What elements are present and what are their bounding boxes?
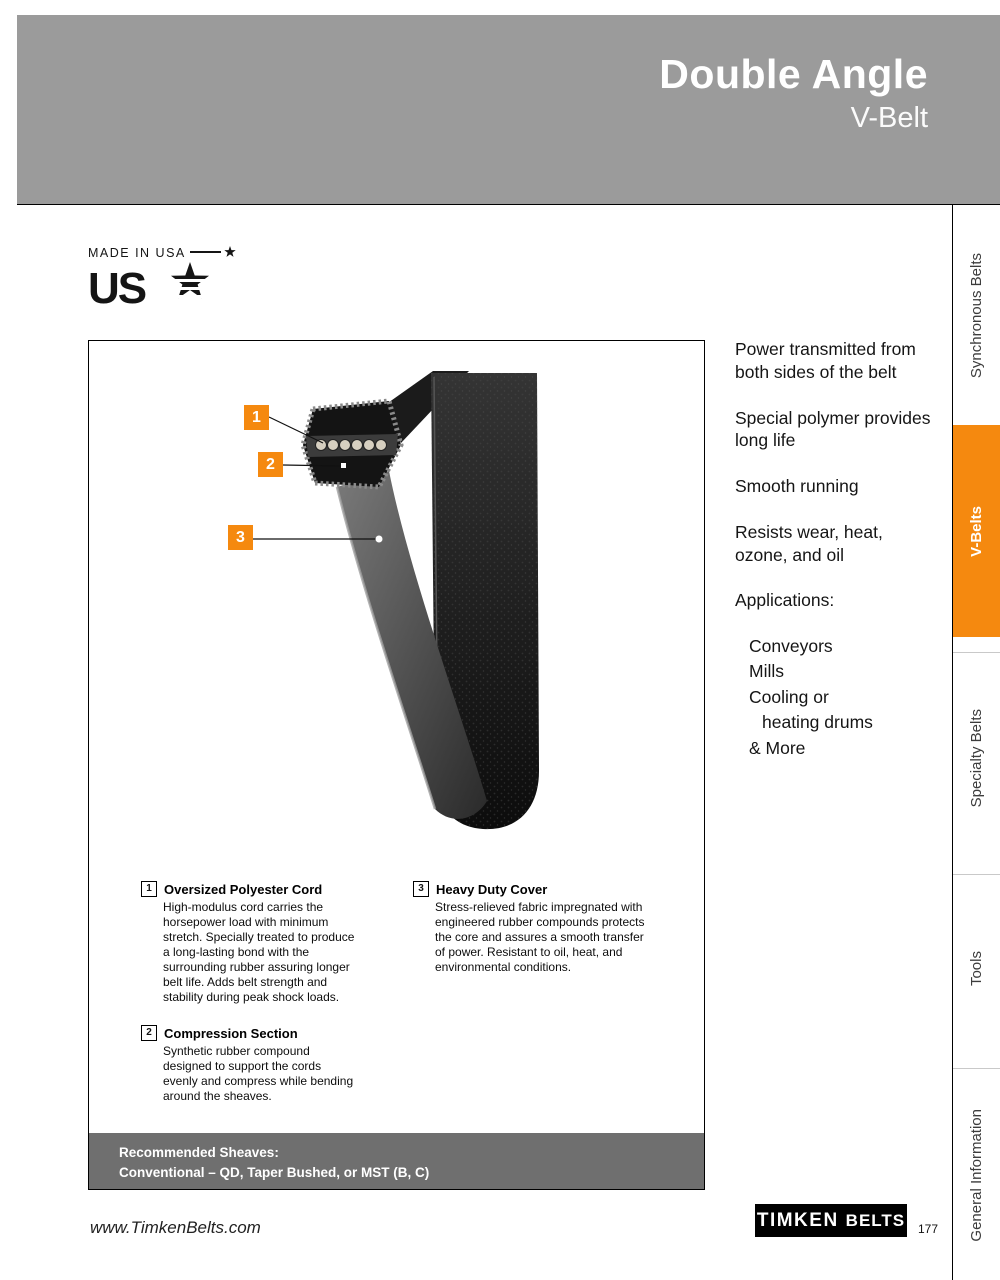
- callout-2-target: [341, 463, 346, 468]
- page-title: Double Angle: [659, 51, 928, 97]
- feature-item: Special polymer provides long life: [735, 407, 931, 451]
- application-item: heating drums: [762, 712, 873, 733]
- sidebar-tab-general-information[interactable]: [953, 1068, 1000, 1280]
- website-link[interactable]: www.TimkenBelts.com: [90, 1218, 261, 1237]
- callout-title: Oversized Polyester Cord: [164, 882, 323, 897]
- callout-description-3: [413, 881, 645, 975]
- application-item: & More: [749, 737, 806, 758]
- callout-body: Stress-relieved fabric impregnated with engineered rubber compounds protects the core and assures a smooth transfer of power. Resistant to oil, heat, and environmental conditions.: [435, 900, 645, 974]
- brand-secondary: BELTS: [845, 1210, 906, 1230]
- callout-3-target: [376, 536, 383, 543]
- applications-title: Applications:: [735, 590, 835, 611]
- applications-list: [735, 635, 933, 759]
- callout-number-badge: 1: [141, 881, 157, 897]
- recommended-sheaves-bar: [89, 1133, 704, 1189]
- recommended-sheaves-title: Recommended Sheaves:: [119, 1145, 279, 1160]
- belt-photo: [101, 351, 701, 851]
- recommended-sheaves-detail: Conventional – QD, Taper Bushed, or MST (B, C): [119, 1164, 430, 1180]
- feature-item: Power transmitted from both sides of the belt: [735, 339, 916, 382]
- callout-marker-1: 1: [244, 405, 269, 430]
- sidebar-tab-synchronous-belts[interactable]: [953, 207, 1000, 425]
- belt-cross-section: [303, 401, 401, 487]
- sidebar-tab-label: Synchronous Belts: [968, 253, 985, 379]
- sidebar-tab-specialty-belts[interactable]: [953, 652, 1000, 863]
- feature-item: Smooth running: [735, 476, 859, 496]
- application-item: Mills: [749, 661, 784, 682]
- page-subtitle: V-Belt: [850, 102, 928, 134]
- callout-title: Heavy Duty Cover: [436, 882, 548, 897]
- feature-list: [735, 338, 933, 762]
- sidebar-tab-label: Specialty Belts: [968, 708, 985, 808]
- application-item: Conveyors: [749, 636, 833, 656]
- callout-number-badge: 2: [141, 1025, 157, 1041]
- sidebar-tab-tools[interactable]: [953, 874, 1000, 1063]
- page-header: [17, 15, 1000, 205]
- sidebar-tab-v-belts[interactable]: [953, 425, 1000, 637]
- sidebar: [953, 206, 1000, 1280]
- callout-body: Synthetic rubber compound designed to support the cords evenly and compress while bending around the sheaves.: [163, 1044, 354, 1103]
- callout-description-2: [141, 1025, 359, 1104]
- brand-primary: TIMKEN: [756, 1209, 839, 1231]
- callout-title: Compression Section: [164, 1026, 298, 1041]
- timken-belts-logo: [755, 1204, 907, 1237]
- product-diagram-box: [88, 340, 705, 1190]
- sidebar-tab-label: General Information: [968, 1108, 985, 1242]
- callout-body: High-modulus cord carries the horsepower load with minimum stretch. Specially treated to produce a long-lasting bond with the surrounding rubber assuring longer belt life. Adds belt strength and stability during peak shock loads.: [163, 900, 355, 1004]
- callout-description-1: [141, 881, 359, 1005]
- made-in-usa-logo: [88, 246, 238, 310]
- callout-marker-2: 2: [258, 452, 283, 477]
- sidebar-tab-label: V-Belts: [968, 505, 985, 557]
- usa-big-text: US: [88, 264, 146, 310]
- sidebar-tab-label: Tools: [968, 951, 985, 987]
- callout-marker-3: 3: [228, 525, 253, 550]
- made-in-usa-text: MADE IN USA: [88, 246, 186, 260]
- application-item: Cooling or: [749, 686, 829, 707]
- callout-number-badge: 3: [413, 881, 429, 897]
- feature-item: Resists wear, heat, ozone, and oil: [735, 521, 883, 565]
- small-star-icon: [224, 246, 235, 257]
- page-number: 177: [918, 1222, 939, 1236]
